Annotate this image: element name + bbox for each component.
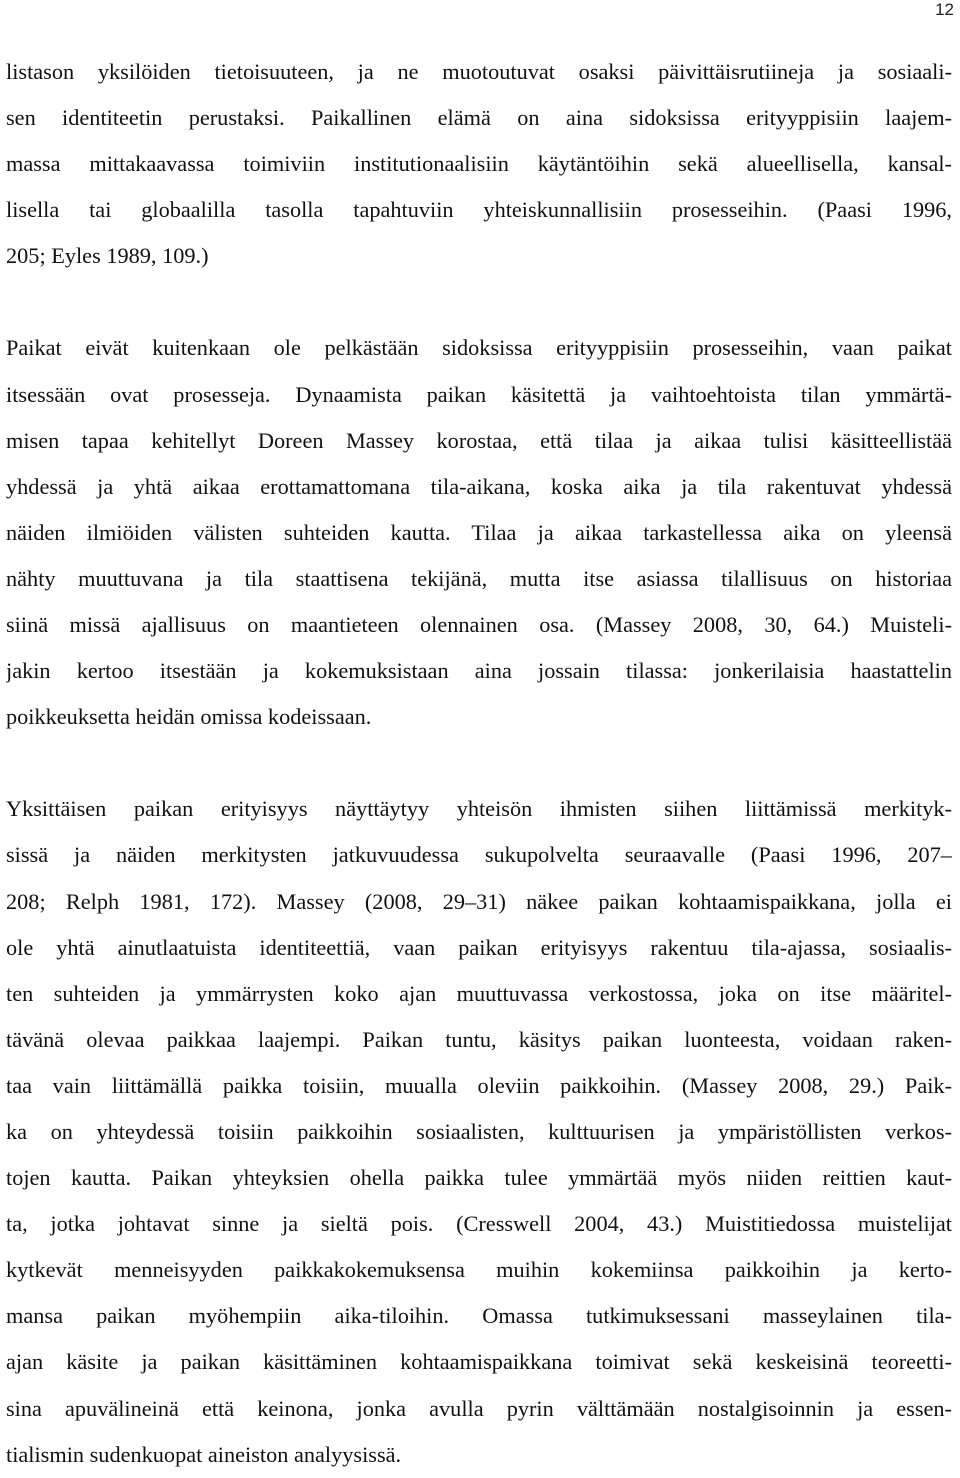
text-line: taa vain liittämällä paikka toisiin, muualla oleviin paikkoihin. (Massey 2008, 29.) Paik- <box>6 1072 952 1098</box>
text-line: tojen kautta. Paikan yhteyksien ohella paikka tulee ymmärtää myös niiden reittien kaut- <box>6 1165 952 1191</box>
text-line: näiden ilmiöiden välisten suhteiden kautta. Tilaa ja aikaa tarkastellessa aika on yleensä <box>6 519 952 545</box>
page-number: 12 <box>935 0 954 19</box>
text-line: 208; Relph 1981, 172). Massey (2008, 29–31) näkee paikan kohtaamispaikkana, jolla ei <box>6 888 952 914</box>
text-line: massa mittakaavassa toimiviin institutionaalisiin käytäntöihin sekä alueellisella, kansal- <box>6 151 952 177</box>
text-line: kytkevät menneisyyden paikkakokemuksensa muihin kokemiinsa paikkoihin ja kerto- <box>6 1257 952 1283</box>
text-line: 205; Eyles 1989, 109.) <box>6 243 209 269</box>
text-line: Paikat eivät kuitenkaan ole pelkästään sidoksissa erityyppisiin prosesseihin, vaan paikat <box>6 335 952 361</box>
paragraph-gap <box>6 740 952 786</box>
text-line: ka on yhteydessä toisiin paikkoihin sosiaalisten, kulttuurisen ja ympäristöllisten verkos- <box>6 1118 952 1144</box>
text-line: Yksittäisen paikan erityisyys näyttäytyy yhteisön ihmisten siihen liittämissä merkityk- <box>6 796 952 822</box>
text-line: mansa paikan myöhempiin aika-tiloihin. Omassa tutkimuksessani masseylainen tila- <box>6 1303 952 1329</box>
text-line: ten suhteiden ja ymmärrysten koko ajan muuttuvassa verkostossa, joka on itse määritel- <box>6 980 952 1006</box>
text-line: lisella tai globaalilla tasolla tapahtuviin yhteiskunnallisiin prosesseihin. (Paasi 1996, <box>6 197 952 223</box>
text-line: ole yhtä ainutlaatuista identiteettiä, vaan paikan erityisyys rakentuu tila-ajassa, sosiaalis- <box>6 934 952 960</box>
text-line: siinä missä ajallisuus on maantieteen olennainen osa. (Massey 2008, 30, 64.) Muisteli- <box>6 612 952 638</box>
text-line: nähty muuttuvana ja tila staattisena tekijänä, mutta itse asiassa tilallisuus on historiaa <box>6 565 952 591</box>
text-line: tialismin sudenkuopat aineiston analyysissä. <box>6 1441 402 1467</box>
text-line: tävänä olevaa paikkaa laajempi. Paikan tuntu, käsitys paikan luonteesta, voidaan raken- <box>6 1026 952 1052</box>
text-line: sen identiteetin perustaksi. Paikallinen elämä on aina sidoksissa erityyppisiin laajem- <box>6 105 952 131</box>
text-line: itsessään ovat prosesseja. Dynaamista paikan käsitettä ja vaihtoehtoista tilan ymmärtä- <box>6 381 952 407</box>
text-line: misen tapaa kehitellyt Doreen Massey korostaa, että tilaa ja aikaa tulisi käsitteellistää <box>6 427 952 453</box>
text-line: jakin kertoo itsestään ja kokemuksistaan aina jossain tilassa: jonkerilaisia haastattelin <box>6 658 952 684</box>
paragraph-2 <box>6 325 952 740</box>
text-line: sina apuvälineinä että keinona, jonka avulla pyrin välttämään nostalgisoinnin ja essen- <box>6 1395 952 1421</box>
text-line: ajan käsite ja paikan käsittäminen kohtaamispaikkana toimivat sekä keskeisinä teoreetti- <box>6 1349 952 1375</box>
text-line: yhdessä ja yhtä aikaa erottamattomana tila-aikana, koska aika ja tila rakentuvat yhdessä <box>6 473 952 499</box>
text-line: poikkeuksetta heidän omissa kodeissaan. <box>6 704 372 730</box>
body-text <box>6 49 952 1478</box>
text-line: ta, jotka johtavat sinne ja sieltä pois. (Cresswell 2004, 43.) Muistitiedossa muistelijat <box>6 1211 952 1237</box>
text-line: sissä ja näiden merkitysten jatkuvuudessa sukupolvelta seuraavalle (Paasi 1996, 207– <box>6 842 952 868</box>
paragraph-3 <box>6 786 952 1477</box>
paragraph-1 <box>6 49 952 279</box>
paragraph-gap <box>6 279 952 325</box>
text-line: listason yksilöiden tietoisuuteen, ja ne muotoutuvat osaksi päivittäisrutiineja ja sosiaali- <box>6 59 952 84</box>
